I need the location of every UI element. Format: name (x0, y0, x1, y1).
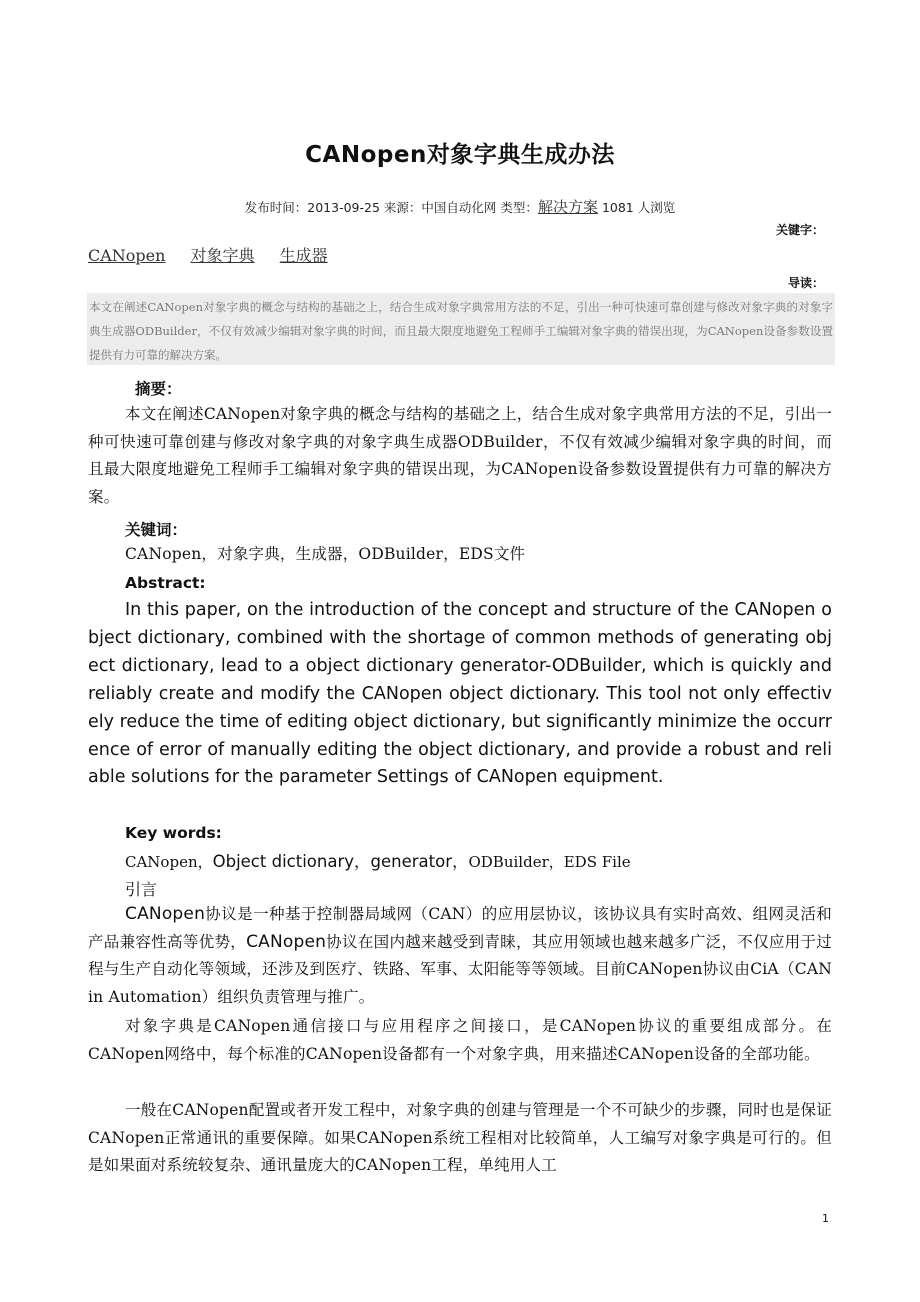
kw-en-rest: ODBuilder，EDS File (468, 853, 631, 871)
p1-part-d: 协议在国内越来越受到青睐，其应用领域也越来越多广泛，不仅应用于过程与生产自动化等领域，还涉及到医疗、铁路、军事、太阳能等等领域。目前CANopen协议由CiA（CAN in Automation）组织负责管理与推广。 (88, 932, 832, 1006)
kw-en-gen: generator， (370, 852, 469, 871)
abstract-cn-text: 本文在阐述CANopen对象字典的概念与结构的基础之上，结合生成对象字典常用方法的不足，引出一种可快速可靠创建与修改对象字典的对象字典生成器ODBuilder，不仅有效减少编辑对象字典的时间，而且最大限度地避免工程师手工编辑对象字典的错误出现，为CANopen设备参数设置提供有力可靠的解决方案。 (88, 405, 832, 506)
guide-summary: 本文在阐述CANopen对象字典的概念与结构的基础之上，结合生成对象字典常用方法的不足，引出一种可快速可靠创建与修改对象字典的对象字典生成器ODBuilder，不仅有效减少编辑对象字典的时间，而且最大限度地避免工程师手工编辑对象字典的错误出现，为CANopen设备参数设置提供有力可靠的解决方案。 (87, 293, 835, 365)
tag-link[interactable]: 对象字典 (190, 246, 255, 265)
source-value: 中国自动化网 (421, 200, 497, 215)
intro-heading: 引言 (125, 880, 158, 899)
tag-link[interactable]: CANopen (88, 246, 166, 265)
source-label: 来源： (383, 200, 422, 215)
page-title: CANopen对象字典生成办法 (305, 142, 615, 168)
p1-part-b: 协议是一种基于控制器局域网（CAN）的应用层协议，该协议具有实时高效、组网灵活和产品兼容性高等优势， (88, 905, 832, 951)
keywords-en-heading: Key words: (125, 824, 222, 842)
keywords-en-text (125, 848, 631, 872)
kw-en-canopen: CANopen， (125, 853, 213, 871)
keywords-label: 关键字： (775, 223, 824, 237)
publish-label: 发布时间： (244, 200, 308, 215)
p1-canopen: CANopen (125, 904, 206, 924)
article-meta (0, 196, 920, 217)
type-label: 类型： (500, 200, 538, 215)
tag-link[interactable]: 生成器 (279, 246, 328, 265)
publish-date: 2013-09-25 (307, 200, 380, 215)
keywords-cn-text: CANopen，对象字典，生成器，ODBuilder，EDS文件 (125, 545, 526, 563)
keywords-cn-heading: 关键词： (125, 521, 188, 539)
page-number: 1 (822, 1212, 829, 1225)
kw-en-od: Object dictionary， (212, 852, 371, 871)
abstract-en-heading: Abstract: (125, 574, 206, 592)
type-link[interactable]: 解决方案 (537, 198, 598, 216)
abstract-cn-heading: 摘要： (135, 380, 182, 398)
tag-list (88, 243, 348, 266)
abstract-en-text: In this paper, on the introduction of the concept and structure of the CANopen object dictionary, combined with the shortage of common methods of generating object dictionary, lead to a object dictionary generator-ODBuilder, which is quickly and reliably create and modify the CANopen object dictionary. This tool not only effectively reduce the time of editing object dictionary, but significantly minimize the occurrence of error of manually editing the object dictionary, and provide a robust and reliable solutions for the parameter Settings of CANopen equipment. (88, 600, 832, 788)
view-count: 1081 人浏览 (601, 200, 676, 215)
guide-label: 导读： (787, 276, 824, 290)
p1-canopen-2: CANopen (246, 931, 327, 952)
intro-paragraph-3: 一般在CANopen配置或者开发工程中，对象字典的创建与管理是一个不可缺少的步骤，同时也是保证CANopen正常通讯的重要保障。如果CANopen系统工程相对比较简单，人工编写对象字典是可行的。但是如果面对系统较复杂、通讯量庞大的CANopen工程，单纯用人工 (88, 1101, 832, 1174)
intro-paragraph-1 (88, 901, 832, 1011)
intro-paragraph-2: 对象字典是CANopen通信接口与应用程序之间接口，是CANopen协议的重要组成部分。在CANopen网络中，每个标准的CANopen设备都有一个对象字典，用来描述CANopen设备的全部功能。 (88, 1017, 832, 1063)
